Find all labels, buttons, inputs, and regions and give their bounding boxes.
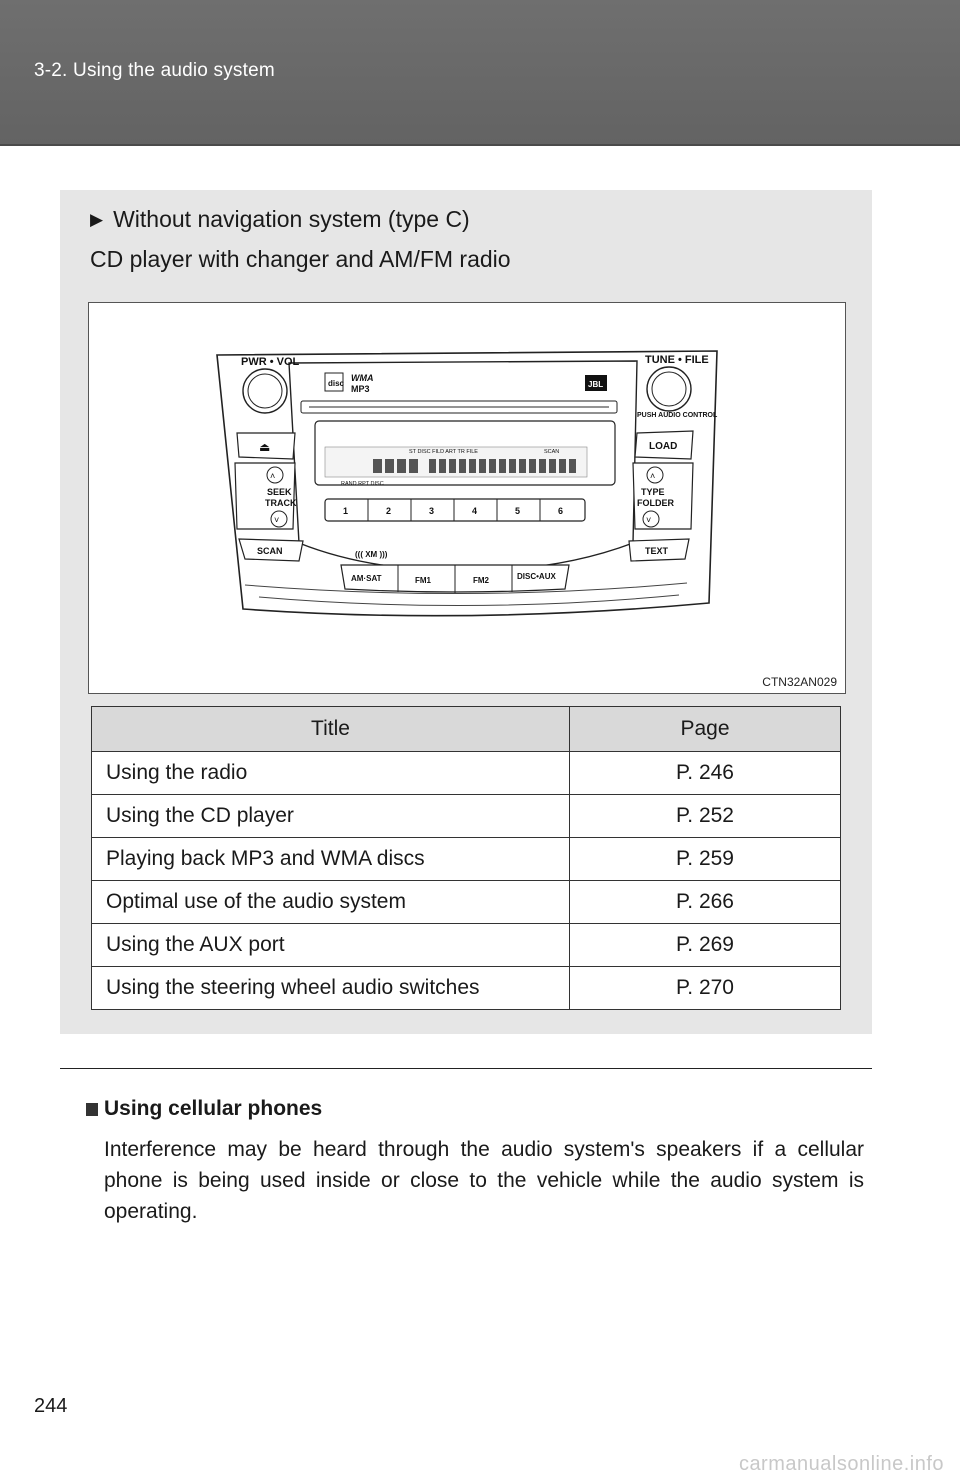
table-row [92, 838, 841, 881]
row-page[interactable]: P. 266 [570, 881, 841, 924]
watermark: carmanualsonline.info [738, 1453, 944, 1475]
square-bullet-icon [86, 1103, 98, 1116]
variant-heading [90, 206, 470, 233]
row-title: Playing back MP3 and WMA discs [92, 838, 570, 881]
page-number: 244 [34, 1395, 68, 1417]
section-title: 3-2. Using the audio system [34, 60, 275, 81]
preset-2[interactable]: 2 [386, 506, 392, 516]
fm1-button[interactable]: FM1 [415, 576, 431, 585]
track-label: TRACK [265, 498, 297, 508]
eject-icon: ⏏ [259, 440, 271, 454]
unit-subtitle: CD player with changer and AM/FM radio [90, 246, 511, 272]
page-header [0, 0, 960, 146]
push-audio-control-label: PUSH AUDIO CONTROL [637, 412, 718, 419]
row-title: Optimal use of the audio system [92, 881, 570, 924]
preset-1[interactable]: 1 [343, 506, 349, 516]
table-row [92, 881, 841, 924]
table-row [92, 795, 841, 838]
display-bottom-indicators: RAND RPT DISC [341, 481, 384, 487]
preset-6[interactable]: 6 [558, 506, 564, 516]
preset-3[interactable]: 3 [429, 506, 435, 516]
preset-4[interactable]: 4 [472, 506, 478, 516]
disc-logo-text: disc [328, 379, 345, 388]
row-title: Using the radio [92, 752, 570, 795]
fm2-button[interactable]: FM2 [473, 576, 489, 585]
display-scan-indicator: SCAN [544, 449, 560, 455]
load-label: LOAD [649, 441, 678, 452]
seek-label: SEEK [267, 487, 292, 497]
am-sat-button[interactable]: AM·SAT [351, 574, 382, 583]
table-row [92, 967, 841, 1010]
header-page: Page [570, 707, 841, 752]
row-title: Using the AUX port [92, 924, 570, 967]
note-body: Interference may be heard through the audio system's speakers if a cellular phone is being used inside or close to the vehicle while the audio system is operating. [104, 1138, 864, 1223]
disc-aux-button[interactable]: DISC•AUX [517, 572, 556, 581]
folder-label: FOLDER [637, 498, 674, 508]
tune-file-knob[interactable] [647, 367, 691, 411]
xm-logo: ((( XM ))) [355, 550, 388, 559]
row-page[interactable]: P. 269 [570, 924, 841, 967]
source-buttons [341, 565, 569, 593]
wma-logo: WMA [351, 373, 374, 383]
row-title: Using the CD player [92, 795, 570, 838]
seek-down-glyph: ˅ [274, 515, 280, 525]
display-top-indicators: ST DISC FILD ART TR FILE [409, 449, 478, 455]
triangle-bullet-icon: ▶ [90, 210, 104, 229]
note-heading [86, 1097, 322, 1121]
audio-unit-illustration [88, 302, 846, 694]
jbl-logo-text: JBL [588, 380, 604, 389]
folder-down-glyph: ˅ [646, 515, 652, 525]
row-page[interactable]: P. 252 [570, 795, 841, 838]
pwr-vol-knob[interactable] [243, 369, 287, 413]
reference-table [91, 706, 841, 1010]
text-label: TEXT [645, 546, 669, 556]
preset-buttons [325, 499, 585, 521]
audio-unit-drawing [89, 303, 845, 693]
scan-label: SCAN [257, 546, 283, 556]
pwr-vol-label: PWR • VOL [241, 356, 300, 368]
tune-file-label: TUNE • FILE [645, 354, 709, 366]
variant-label: Without navigation system (type C) [113, 206, 470, 232]
table-row [92, 752, 841, 795]
table-header-row [92, 707, 841, 752]
seek-up-glyph: ˄ [270, 471, 276, 481]
table-row [92, 924, 841, 967]
note-title-text: Using cellular phones [104, 1097, 323, 1120]
row-page[interactable]: P. 259 [570, 838, 841, 881]
display-segments [373, 459, 576, 473]
type-label: TYPE [641, 487, 665, 497]
mp3-logo: MP3 [351, 384, 370, 394]
row-page[interactable]: P. 246 [570, 752, 841, 795]
folder-up-glyph: ˄ [650, 471, 656, 481]
figure-code: CTN32AN029 [762, 675, 837, 689]
row-title: Using the steering wheel audio switches [92, 967, 570, 1010]
audio-type-panel [60, 190, 872, 1034]
header-title: Title [92, 707, 570, 752]
section-divider [60, 1068, 872, 1069]
row-page[interactable]: P. 270 [570, 967, 841, 1010]
preset-5[interactable]: 5 [515, 506, 521, 516]
